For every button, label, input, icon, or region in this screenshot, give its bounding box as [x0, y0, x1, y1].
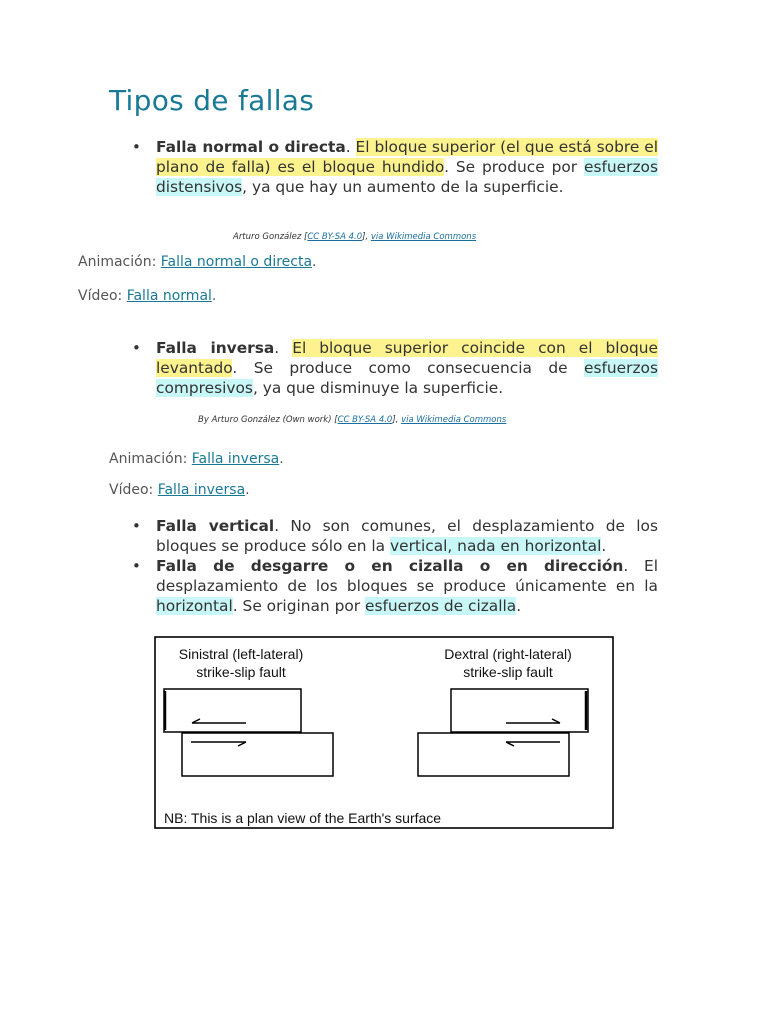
highlight-shear-stress: esfuerzos de cizalla [365, 597, 517, 615]
period: . [245, 482, 250, 498]
period: . [211, 288, 217, 304]
animation-line-2 [109, 451, 284, 467]
video-link-normal[interactable]: Falla normal [126, 288, 212, 304]
highlight-extensional-stress: esfuerzos distensivos [156, 158, 658, 196]
highlight-compressive-stress: esfuerzos compresivos [156, 359, 658, 397]
bullet-icon: • [132, 138, 141, 156]
highlight-vertical-only: vertical, nada en horizontal [390, 537, 602, 555]
term-strike-slip-fault: Falla de desgarre o en cizalla o en dirección [156, 557, 624, 575]
highlight-horizontal: horizontal [156, 597, 233, 615]
image-credit-1 [233, 232, 476, 242]
term-normal-fault: Falla normal o directa [156, 138, 346, 156]
credit-author: By Arturo González (Own work) [198, 415, 335, 425]
animation-label: Animación: [78, 254, 161, 270]
wikimedia-link[interactable]: via Wikimedia Commons [401, 415, 507, 425]
fault-list-3 [0, 516, 658, 616]
text-produced-by: . Se produce por [444, 158, 578, 176]
text-consequence: . Se produce como consecuencia de [232, 359, 568, 377]
highlight-hanging-wall-up: El bloque superior coincide con el bloque levantado [156, 339, 658, 377]
bullet-icon: • [132, 517, 141, 535]
highlight-hanging-wall-down: El bloque superior (el que está sobre el plano de falla) es el bloque hundido [156, 138, 658, 176]
text-strike-slip-desc: . El desplazamiento de los bloques se produce únicamente en la [156, 557, 658, 595]
text-surface-increase: , ya que hay un aumento de la superficie. [242, 178, 564, 196]
animation-line-1 [78, 254, 316, 270]
separator: . [345, 138, 356, 156]
credit-bracket: [ [304, 232, 308, 242]
list-item-strike-slip-fault [132, 556, 658, 616]
text-surface-decrease: , ya que disminuye la superficie. [252, 379, 504, 397]
animation-link-normal[interactable]: Falla normal o directa [160, 254, 313, 270]
credit-author: Arturo González [233, 232, 305, 242]
left-title-line2: strike-slip fault [196, 664, 286, 680]
video-label: Vídeo: [78, 288, 127, 304]
animation-label: Animación: [109, 451, 192, 467]
bullet-icon: • [132, 557, 141, 575]
page-title: Tipos de fallas [109, 84, 315, 117]
period: . [312, 254, 317, 270]
image-credit-2 [198, 415, 506, 425]
animation-link-reverse[interactable]: Falla inversa [191, 451, 280, 467]
video-label: Vídeo: [109, 482, 158, 498]
left-title-line1: Sinistral (left-lateral) [178, 646, 304, 662]
wikimedia-link[interactable]: via Wikimedia Commons [370, 232, 477, 242]
diagram-note: NB: This is a plan view of the Earth's surface [164, 810, 442, 826]
fault-list-1 [0, 137, 658, 197]
period: . [601, 537, 607, 555]
credit-separator: ], [392, 415, 402, 425]
strike-slip-diagram [154, 636, 615, 830]
video-line-2 [109, 482, 250, 498]
list-item-normal-fault [132, 137, 658, 197]
credit-bracket: [ [334, 415, 338, 425]
bullet-icon: • [132, 339, 141, 357]
list-item-reverse-fault [132, 338, 658, 398]
credit-separator: ], [362, 232, 371, 242]
text-vertical-desc: . No son comunes, el desplazamiento de los bloques se produce sólo en la [156, 517, 658, 555]
period: . [516, 597, 522, 615]
right-title-line2: strike-slip fault [463, 664, 553, 680]
period: . [279, 451, 284, 467]
separator: . [274, 339, 293, 357]
video-line-1 [78, 288, 216, 304]
video-link-reverse[interactable]: Falla inversa [157, 482, 246, 498]
license-link[interactable]: CC BY-SA 4.0 [307, 232, 363, 242]
term-vertical-fault: Falla vertical [156, 517, 275, 535]
right-title-line1: Dextral (right-lateral) [444, 646, 572, 662]
fault-list-2 [0, 338, 658, 398]
list-item-vertical-fault [132, 516, 658, 556]
license-link[interactable]: CC BY-SA 4.0 [337, 415, 393, 425]
term-reverse-fault: Falla inversa [156, 339, 275, 357]
text-originate: . Se originan por [232, 597, 361, 615]
